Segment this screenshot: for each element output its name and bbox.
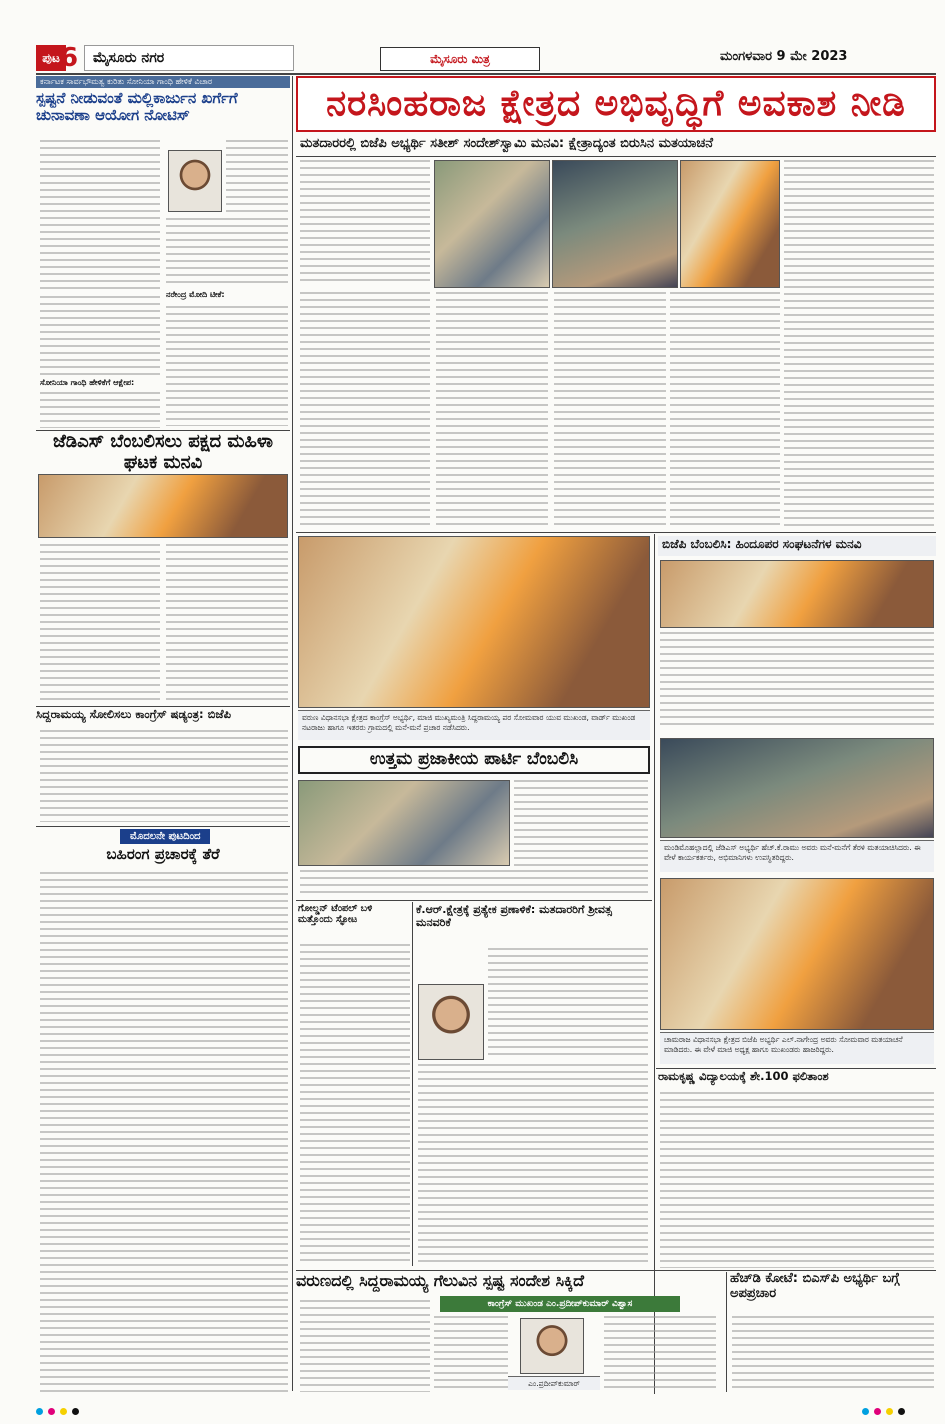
story-text [40,544,160,702]
kr-story-head: ಕೆ.ಆರ್.ಕ್ಷೇತ್ರಕ್ಕೆ ಪ್ರತ್ಯೇಕ ಪ್ರಣಾಳಿಕೆ: ಮತದಾರರಿಗೆ ಶ್ರೀವತ್ಸ ಮನವರಿಕೆ [416,904,612,929]
pradeep-photo [520,1318,584,1374]
story-text [488,948,648,1060]
jds-photo [38,474,288,538]
lead-rule [296,156,936,157]
story-headline: ಸ್ಪಷ್ಟನೆ ನೀಡುವಂತೆ ಮಲ್ಲಿಕಾರ್ಜುನ ಖರ್ಗೆಗೆ ಚುನಾವಣಾ ಆಯೋಗ ನೋಟಿಸ್ [36,89,238,125]
story-text [732,1316,934,1392]
story-text [166,306,288,426]
golden-story-head: ಗೋಲ್ಡನ್ ಟೆಂಪಲ್ ಬಳಿ ಮತ್ತೊಂದು ಸ್ಫೋಟ [298,904,373,925]
page-header [0,45,945,73]
registration-dot [862,1408,869,1415]
srivatsa-photo [418,984,484,1060]
hindu-story-head: ಬಿಜೆಪಿ ಬೆಂಬಲಿಸಿ: ಹಿಂದೂಪರ ಸಂಘಟನೆಗಳ ಮನವಿ [658,536,936,556]
lead-photo-3 [680,160,780,288]
photo-caption: ಚಾಮರಾಜ ವಿಧಾನಸಭಾ ಕ್ಷೇತ್ರದ ಬಿಜೆಪಿ ಅಭ್ಯರ್ಥಿ ಎಲ್.ನಾಗೇಂದ್ರ ಅವರು ಸೋಮವಾರ ಮತಯಾಚನೆ ಮಾಡಿದರು. ಈ ವೇಳೆ ಮಾಜಿ ಅಧ್ಯಕ್ಷ ಹಾಗೂ ಮುಖಂಡರು ಹಾಜರಿದ್ದರು. [660,1032,934,1064]
story-text [434,1316,508,1392]
section-title: ಮೈಸೂರು ನಗರ [84,45,294,71]
hindu-orgs-photo [660,560,934,628]
registration-dot [36,1408,43,1415]
varuna-subhead: ಕಾಂಗ್ರೆಸ್ ಮುಖಂಡ ಎಂ.ಪ್ರದೀಪ್‌ಕುಮಾರ್ ವಿಶ್ವಾಸ [440,1296,680,1312]
story-text [40,296,160,376]
subhead: ನರೇಂದ್ರ ಮೋದಿ ಟೀಕೆ: [166,290,225,299]
continued-head: ಬಹಿರಂಗ ಪ್ರಚಾರಕ್ಕೆ ತೆರೆ [106,846,220,863]
kharge-story-head [36,76,290,136]
varuna-campaign-photo [298,536,650,708]
photo-caption: ಮಂಡಿಮೊಹಲ್ಲಾದಲ್ಲಿ ಜೆಡಿಎಸ್ ಅಭ್ಯರ್ಥಿ ಹೆಚ್.ಕೆ.ರಾಮು ಅವರು ಮನೆ-ಮನೆಗೆ ತೆರಳಿ ಮತಯಾಚಿಸಿದರು. ಈ ವೇಳೆ ಕಾರ್ಯಕರ್ತರು, ಅಭಿಮಾನಿಗಳು ಉಪಸ್ಥಿತರಿದ್ದರು. [660,840,934,872]
column-divider [412,902,413,1266]
column-divider [726,1272,727,1392]
story-text [226,140,288,212]
masthead: ಮೈಸೂರು ಮಿತ್ರ [380,47,540,71]
registration-dot [48,1408,55,1415]
story-text [40,730,288,822]
story-text [300,1300,430,1392]
story-text [670,292,780,528]
registration-dot [874,1408,881,1415]
lead-photo-1 [434,160,550,288]
photo-caption: ಎಂ.ಪ್ರದೀಪ್‌ಕುಮಾರ್ [508,1376,600,1390]
continued-tab: ಮೊದಲನೇ ಪುಟದಿಂದ [120,829,210,844]
story-text [554,292,666,528]
story-text [514,780,648,866]
registration-dot [898,1408,905,1415]
story-divider [656,1068,936,1069]
story-text [300,944,410,1266]
story-text [604,1316,716,1392]
story-kicker: ಕರ್ನಾಟಕ ಸಾರ್ವಭೌಮತ್ವ ಕುರಿತು ಸೋನಿಯಾ ಗಾಂಧಿ ಹೇಳಿಕೆ ವಿಚಾರ [36,76,290,88]
siddu-story-head: ಸಿದ್ದರಾಮಯ್ಯ ಸೋಲಿಸಲು ಕಾಂಗ್ರೆಸ್ ಷಡ್ಯಂತ್ರ: ಬಿಜೆಪಿ [36,708,231,721]
jds-ramu-photo [660,738,934,838]
issue-date: ಮಂಗಳವಾರ 9 ಮೇ 2023 [720,49,848,64]
lead-banner [296,76,936,132]
nagendra-photo [660,878,934,1030]
story-text [660,1092,934,1268]
subhead: ಸೋನಿಯಾ ಗಾಂಧಿ ಹೇಳಿಕೆಗೆ ಆಕ್ಷೇಪ: [40,378,135,387]
registration-dot [72,1408,79,1415]
column-divider [292,76,293,1391]
utthama-photo [298,780,510,866]
registration-dot [60,1408,67,1415]
page-number: 6 [60,43,79,73]
story-divider [36,706,290,707]
column-divider [654,534,655,1394]
story-text [40,392,160,428]
story-divider [296,1270,936,1271]
ramakrishna-story-head: ರಾಮಕೃಷ್ಣ ವಿದ್ಯಾಲಯಕ್ಕೆ ಶೇ.100 ಫಲಿತಾಂಶ [658,1070,829,1083]
print-registration-strip [0,1400,945,1424]
photo-caption: ವರುಣ ವಿಧಾನಸಭಾ ಕ್ಷೇತ್ರದ ಕಾಂಗ್ರೆಸ್ ಅಭ್ಯರ್ಥಿ, ಮಾಜಿ ಮುಖ್ಯಮಂತ್ರಿ ಸಿದ್ದರಾಮಯ್ಯ ಪರ ಸೋಮವಾರ ಯುವ ಮುಖಂಡ, ವಾರ್ಡ್ ಮುಖಂಡ ನಟರಾಜು ಹಾಗೂ ಇತರರು ಗ್ರಾಮದಲ್ಲಿ ಮನೆ-ಮನೆ ಪ್ರಚಾರ ನಡೆಸಿದರು. [298,710,650,740]
hd-story-head: ಹೆಚ್‌ಡಿ ಕೋಟೆ: ಬಿಎಸ್‌ಪಿ ಅಭ್ಯರ್ಥಿ ಬಗ್ಗೆ ಅಪಪ್ರಚಾರ [730,1272,900,1301]
story-text [418,1064,648,1266]
registration-dot [886,1408,893,1415]
story-text [300,160,430,286]
story-text [166,544,288,702]
lead-subhead: ಮತದಾರರಲ್ಲಿ ಬಿಜೆಪಿ ಅಭ್ಯರ್ಥಿ ಸತೀಶ್ ಸಂದೇಶ್‌ಸ್ವಾಮಿ ಮನವಿ: ಕ್ಷೇತ್ರಾದ್ಯಂತ ಬಿರುಸಿನ ಮತಯಾಚನೆ [300,136,713,151]
story-text [300,870,648,896]
lead-headline: ನರಸಿಂಹರಾಜ ಕ್ಷೇತ್ರದ ಅಭಿವೃದ್ಧಿಗೆ ಅವಕಾಶ ನೀಡಿ [326,83,906,124]
varuna-story-head: ವರುಣದಲ್ಲಿ ಸಿದ್ದರಾಮಯ್ಯ ಗೆಲುವಿನ ಸ್ಪಷ್ಟ ಸಂದೇಶ ಸಿಕ್ಕಿದೆ [296,1272,585,1290]
story-divider [296,900,652,901]
story-text [660,632,934,728]
header-rule [36,73,936,75]
utthama-story-head: ಉತ್ತಮ ಪ್ರಜಾಕೀಯ ಪಾರ್ಟಿ ಬೆಂಬಲಿಸಿ [298,746,650,776]
jds-story-head: ಜೆಡಿಎಸ್ ಬೆಂಬಲಿಸಲು ಪಕ್ಷದ ಮಹಿಳಾ ಘಟಕ ಮನವಿ [52,432,274,472]
story-text [40,140,160,290]
story-divider [36,826,290,827]
story-text [166,218,288,284]
story-text [300,292,430,528]
story-text [436,292,548,528]
story-text [40,872,288,1394]
lead-photo-2 [552,160,678,288]
kharge-photo [168,150,222,212]
story-divider [296,532,936,533]
story-text [784,160,934,530]
page-label: ಪುಟ [36,45,66,71]
story-divider [36,430,290,431]
